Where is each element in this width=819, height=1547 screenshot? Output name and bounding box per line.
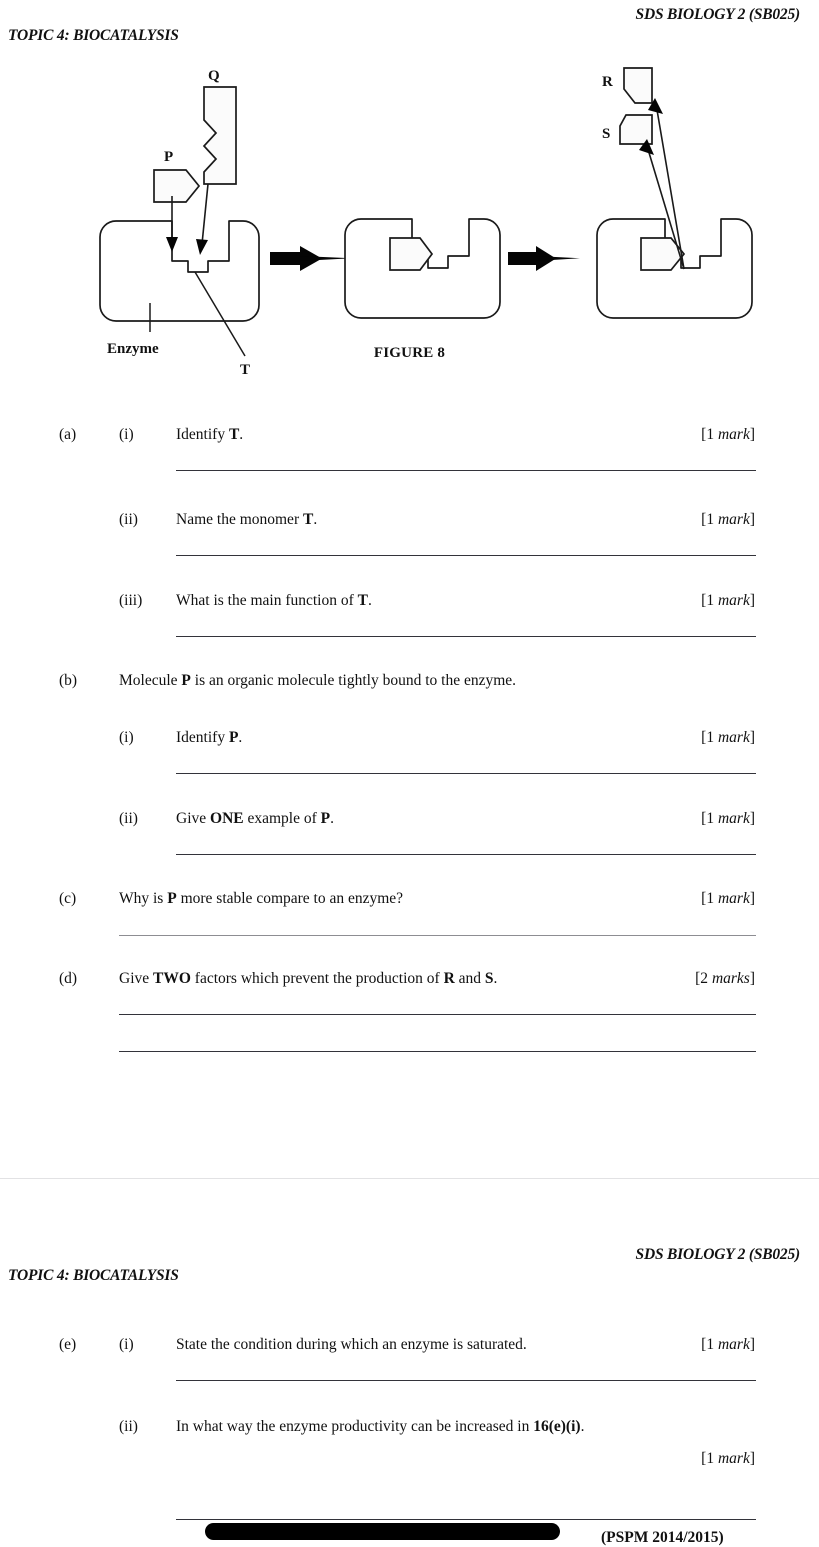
- q-b-ii-plain: Give: [176, 810, 211, 827]
- marks-word-a-i: mark: [717, 426, 750, 443]
- question-label-c: (c): [59, 890, 77, 907]
- answer-line-e-i[interactable]: [176, 1380, 756, 1381]
- q-e-ii-tail: .: [580, 1418, 585, 1435]
- q-d-bold3: S: [484, 970, 494, 987]
- source-note: (PSPM 2014/2015): [601, 1529, 724, 1546]
- q-d-bold2: R: [443, 970, 455, 987]
- question-text-b-stem: [119, 672, 516, 690]
- answer-line-a-ii[interactable]: [176, 555, 756, 556]
- q-c-tail: more stable compare to an enzyme?: [176, 890, 404, 907]
- q-c-bold: P: [167, 890, 177, 907]
- question-label-e-ii: (ii): [119, 1418, 138, 1435]
- question-text-c: [119, 890, 403, 908]
- q-e-ii-bold: 16(e)(i): [533, 1418, 581, 1435]
- figure-caption: FIGURE 8: [373, 345, 446, 361]
- question-label-a: (a): [59, 426, 77, 443]
- redaction-bar: [205, 1523, 560, 1540]
- q-d-tail: .: [493, 970, 498, 987]
- question-label-d: (d): [59, 970, 78, 987]
- marks-word-d: marks: [711, 970, 750, 987]
- enzyme-2-shape: [345, 219, 500, 318]
- marks-d: [2 marks]: [695, 970, 755, 987]
- reaction-arrow-2: [508, 246, 580, 271]
- molecule-r-shape: [624, 68, 652, 103]
- q-a-iii-tail: .: [368, 592, 372, 609]
- marks-a-iii: [1 mark]: [701, 592, 755, 609]
- arrow-q-to-enzyme: [196, 184, 208, 255]
- q-d-mid: factors which prevent the production of: [190, 970, 444, 987]
- label-r: R: [602, 74, 613, 90]
- marks-e-ii: [1 mark]: [701, 1450, 755, 1467]
- q-a-i-bold: T: [228, 426, 240, 443]
- q-b-ii-mid: example of: [243, 810, 321, 827]
- q-a-ii-plain: Name the monomer: [176, 511, 303, 528]
- q-a-iii-bold: T: [357, 592, 368, 609]
- marks-word-b-ii: mark: [717, 810, 750, 827]
- answer-line-d-1[interactable]: [119, 1014, 756, 1015]
- q-b-ii-tail: .: [330, 810, 334, 827]
- q-b-tail: is an organic molecule tightly bound to the enzyme.: [190, 672, 517, 689]
- question-text-a-i: [176, 426, 243, 444]
- marks-b-i: [1 mark]: [701, 729, 755, 746]
- q-d-plain: Give: [119, 970, 154, 987]
- marks-a-ii: [1 mark]: [701, 511, 755, 528]
- molecule-p-shape: [154, 170, 199, 202]
- question-text-e-ii: [176, 1418, 584, 1436]
- question-text-b-ii: [176, 810, 334, 828]
- question-text-a-ii: [176, 511, 317, 529]
- marks-word-e-i: mark: [717, 1336, 750, 1353]
- marks-e-i: [1 mark]: [701, 1336, 755, 1353]
- page1-subject-header: SDS BIOLOGY 2 (SB025): [635, 6, 800, 23]
- enzyme-1-shape: [100, 221, 259, 321]
- q-b-i-tail: .: [238, 729, 243, 746]
- q-e-ii-plain: In what way the enzyme productivity can be increased in: [176, 1418, 534, 1435]
- q-b-ii-bold2: P: [320, 810, 331, 827]
- q-c-plain: Why is: [119, 890, 168, 907]
- label-q: Q: [208, 68, 220, 84]
- marks-a-i: [1 mark]: [701, 426, 755, 443]
- marks-word-e-ii: mark: [717, 1450, 750, 1467]
- q-b-i-plain: Identify: [176, 729, 229, 746]
- label-t: T: [240, 362, 251, 378]
- q-d-bold: TWO: [153, 970, 191, 987]
- answer-line-e-ii[interactable]: [176, 1519, 756, 1520]
- page2-subject-header: SDS BIOLOGY 2 (SB025): [635, 1246, 800, 1263]
- question-label-a-iii: (iii): [119, 592, 143, 609]
- question-text-d: [119, 970, 497, 988]
- marks-word-a-ii: mark: [717, 511, 750, 528]
- question-text-e-i: State the condition during which an enzyme is saturated.: [176, 1336, 527, 1353]
- q-a-i-tail: .: [239, 426, 244, 443]
- answer-line-b-ii[interactable]: [176, 854, 756, 855]
- q-b-ii-bold: ONE: [210, 810, 244, 827]
- answer-line-a-iii[interactable]: [176, 636, 756, 637]
- page-separator: [0, 1178, 819, 1179]
- marks-c: [1 mark]: [701, 890, 755, 907]
- reaction-arrow-1: [270, 246, 352, 271]
- question-label-a-i: (i): [119, 426, 134, 443]
- question-label-b: (b): [59, 672, 78, 689]
- molecule-q-shape: [204, 87, 236, 184]
- q-a-iii-plain: What is the main function of: [176, 592, 358, 609]
- label-s: S: [602, 126, 611, 142]
- q-a-ii-tail: .: [313, 511, 318, 528]
- q-b-plain: Molecule: [119, 672, 182, 689]
- marks-word-b-i: mark: [717, 729, 750, 746]
- question-label-e-i: (i): [119, 1336, 134, 1353]
- marks-word-c: mark: [717, 890, 750, 907]
- q-d-mid2: and: [454, 970, 485, 987]
- enzyme-3-shape: [597, 219, 752, 318]
- marks-word-a-iii: mark: [717, 592, 750, 609]
- question-label-b-i: (i): [119, 729, 134, 746]
- answer-line-c[interactable]: [119, 935, 756, 936]
- answer-line-d-2[interactable]: [119, 1051, 756, 1052]
- answer-line-a-i[interactable]: [176, 470, 756, 471]
- question-label-b-ii: (ii): [119, 810, 138, 827]
- label-p: P: [164, 149, 174, 165]
- q-b-bold: P: [181, 672, 191, 689]
- answer-line-b-i[interactable]: [176, 773, 756, 774]
- question-label-a-ii: (ii): [119, 511, 138, 528]
- q-a-i-plain: Identify: [176, 426, 229, 443]
- question-text-a-iii: [176, 592, 372, 610]
- page1-topic-header: TOPIC 4: BIOCATALYSIS: [8, 27, 179, 44]
- q-b-i-bold: P: [228, 729, 239, 746]
- marks-b-ii: [1 mark]: [701, 810, 755, 827]
- q-a-ii-bold: T: [302, 511, 314, 528]
- question-text-b-i: [176, 729, 242, 747]
- label-enzyme: Enzyme: [107, 341, 159, 357]
- question-label-e: (e): [59, 1336, 77, 1353]
- page2-topic-header: TOPIC 4: BIOCATALYSIS: [8, 1267, 179, 1284]
